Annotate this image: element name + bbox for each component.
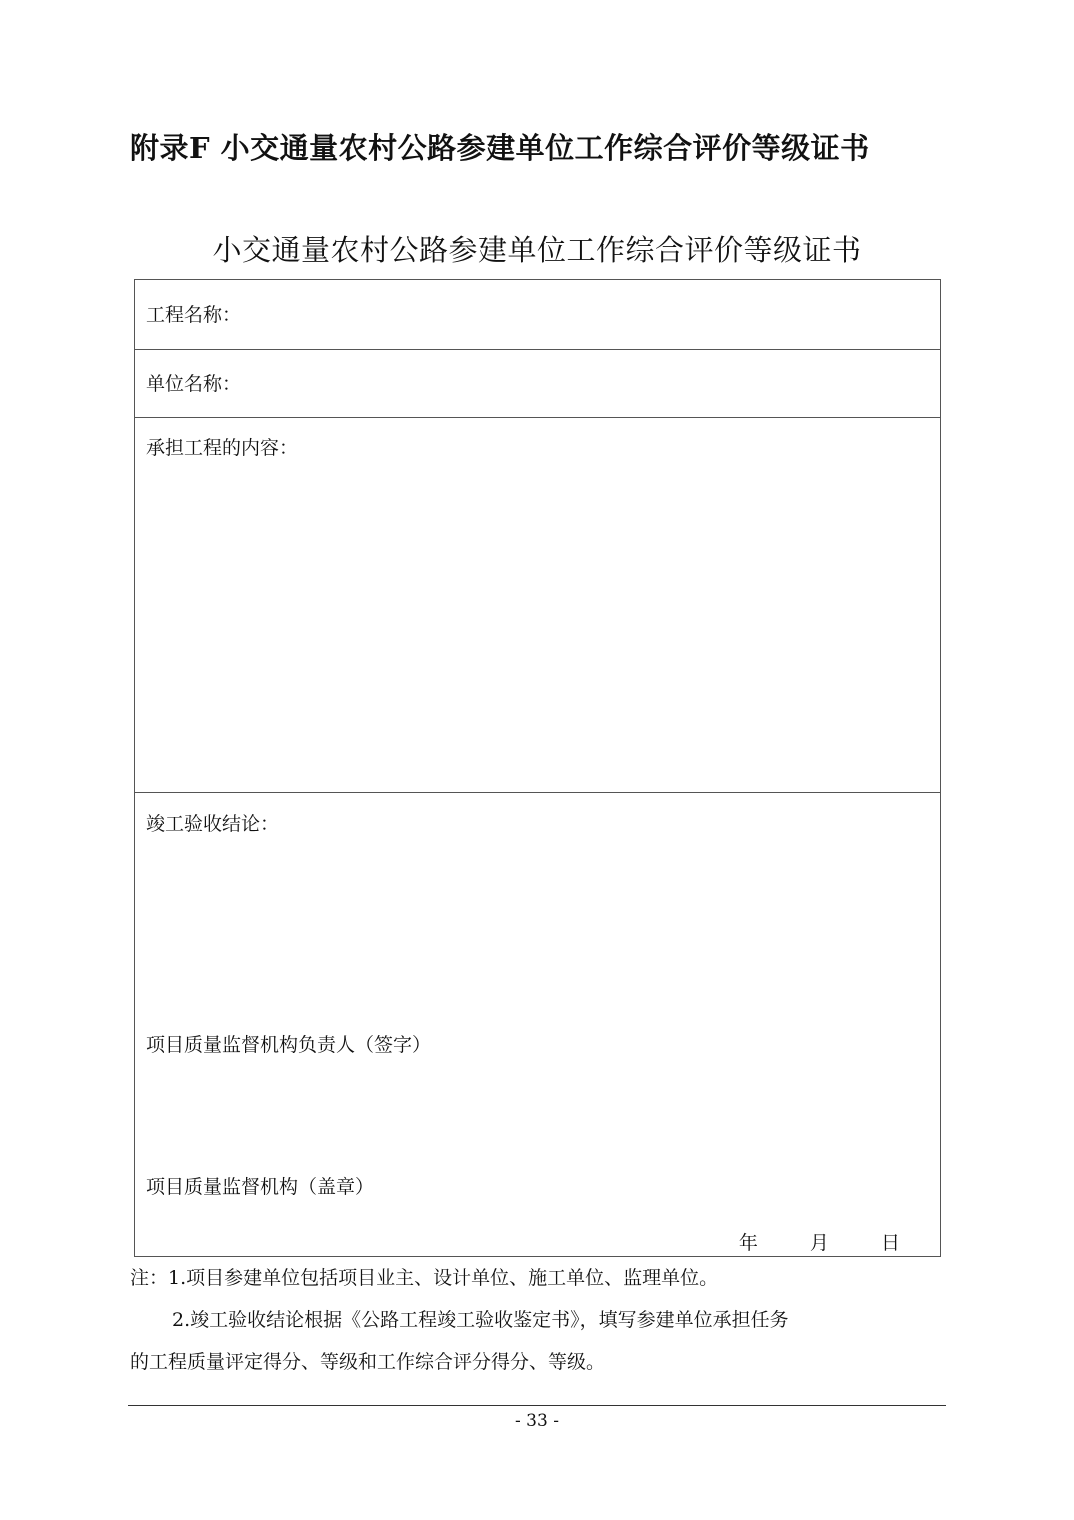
date-year: 年 (738, 1232, 758, 1254)
footer-divider (128, 1405, 946, 1406)
appendix-heading: 附录F 小交通量农村公路参建单位工作综合评价等级证书 (130, 131, 870, 165)
project-name-label: 工程名称： (146, 304, 242, 326)
acceptance-conclusion-row (135, 792, 940, 1258)
note-line: 的工程质量评定得分、等级和工作综合评分得分、等级。 (130, 1351, 606, 1373)
unit-name-label: 单位名称： (146, 373, 242, 395)
note-line: 2.竣工验收结论根据《公路工程竣工验收鉴定书》，填写参建单位承担任务 (172, 1309, 789, 1331)
supervisor-seal-label: 项目质量监督机构（盖章） (146, 1176, 375, 1198)
project-name-row (135, 280, 940, 349)
page-number: - 33 - (515, 1411, 559, 1431)
acceptance-conclusion-label: 竣工验收结论： (146, 813, 280, 835)
note-line: 注：1.项目参建单位包括项目业主、设计单位、施工单位、监理单位。 (130, 1267, 719, 1289)
certificate-form-table (134, 279, 941, 1257)
work-content-label: 承担工程的内容： (146, 437, 299, 459)
supervisor-signature-label: 项目质量监督机构负责人（签字） (146, 1034, 432, 1056)
certificate-title: 小交通量农村公路参建单位工作综合评价等级证书 (212, 233, 862, 267)
work-content-row (135, 417, 940, 792)
date-month: 月 (809, 1232, 829, 1254)
date-line (739, 1231, 900, 1255)
unit-name-row (135, 349, 940, 417)
date-day: 日 (880, 1232, 900, 1254)
